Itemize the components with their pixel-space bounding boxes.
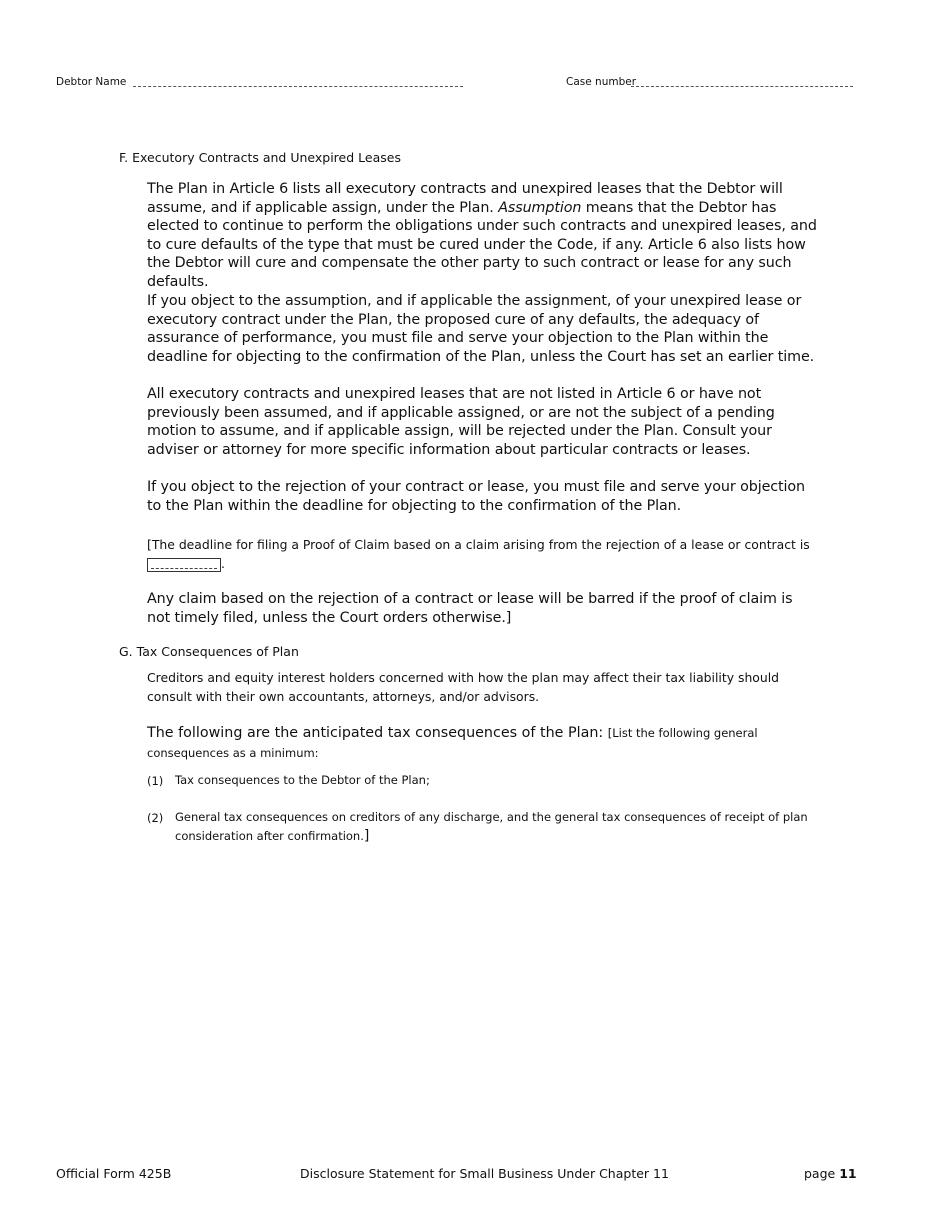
list-item-text: Tax consequences to the Debtor of the Plan; <box>175 773 430 787</box>
form-number: Official Form 425B <box>56 1166 172 1181</box>
list-item-text: General tax consequences on creditors of any discharge, and the general tax consequences of receipt of plan consideration after confirmation.] <box>175 810 808 844</box>
section-f-heading: F. Executory Contracts and Unexpired Leases <box>119 150 401 165</box>
claim-barred-paragraph: Any claim based on the rejection of a contract or lease will be barred if the proof of claim is not timely filed, unless the Court orders otherwise.] <box>147 591 793 626</box>
assumption-objection-paragraph: If you object to the assumption, and if applicable the assignment, of your unexpired lease or executory contract under the Plan, the proposed cure of any defaults, the adequacy of assurance of performance, you must file and serve your objection to the Plan within the deadline for objecting to the confirmation of the Plan, unless the Court has set an earlier time. <box>147 293 815 365</box>
rejection-paragraph: All executory contracts and unexpired leases that are not listed in Article 6 or have not previously been assumed, and if applicable assigned, or are not the subject of a pending motion to assume, and if applicable assign, will be rejected under the Plan. Consult your adviser or attorney for more specific information about particular contracts or leases. <box>147 386 775 458</box>
assumption-term: Assumption <box>498 199 582 216</box>
case-number-field[interactable] <box>631 86 853 87</box>
debtor-name-label: Debtor Name <box>56 76 127 88</box>
section-g-heading: G. Tax Consequences of Plan <box>119 644 299 659</box>
proof-of-claim-deadline: [The deadline for filing a Proof of Claim based on a claim arising from the rejection of a lease or contract is . <box>147 537 810 571</box>
document-title: Disclosure Statement for Small Business Under Chapter 11 <box>300 1166 669 1181</box>
rejection-objection-paragraph: If you object to the rejection of your contract or lease, you must file and serve your objection to the Plan within the deadline for objecting to the confirmation of the Plan. <box>147 479 806 514</box>
debtor-name-field[interactable] <box>133 86 463 87</box>
list-item-number: (2) <box>147 811 164 825</box>
tax-advice-paragraph: Creditors and equity interest holders concerned with how the plan may affect their tax liability should consult with their own accountants, attorneys, and/or advisors. <box>147 670 780 704</box>
deadline-input-field[interactable] <box>147 558 221 572</box>
tax-consequences-intro: The following are the anticipated tax consequences of the Plan: [List the following general consequences as a minimum: <box>147 725 758 760</box>
list-item-number: (1) <box>147 774 164 788</box>
assumption-paragraph: The Plan in Article 6 lists all executory contracts and unexpired leases that the Debtor will assume, and if applicable assign, under the Plan. Assumption means that the Debtor has elected to continue to perform the obligations under such contracts and unexpired leases, and to cure defaults of the type that must be cured under the Code, if any. Article 6 also lists how the Debtor will cure and compensate the other party to such contract or lease for any such defaults. <box>147 181 817 290</box>
page-number: page 11 <box>804 1166 857 1181</box>
case-number-label: Case number <box>566 76 637 88</box>
